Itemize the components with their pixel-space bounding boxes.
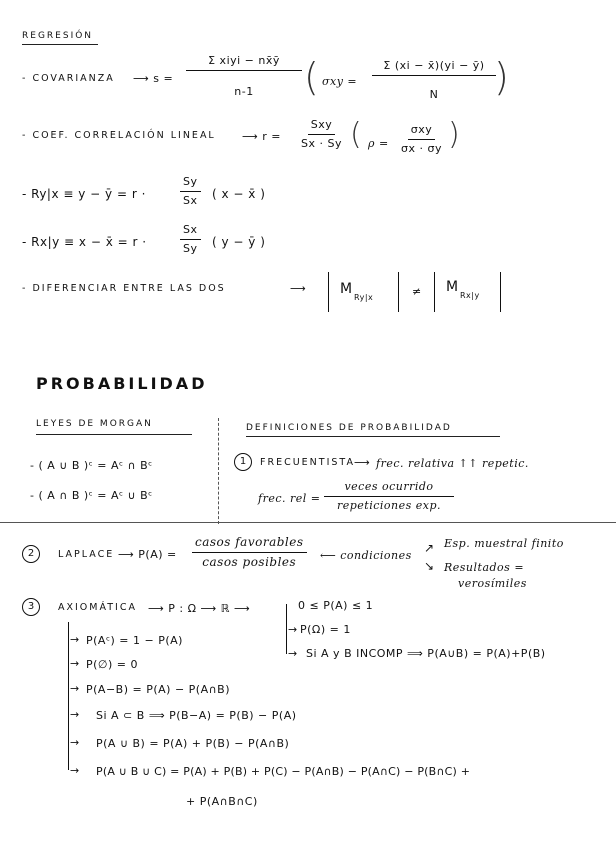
- rho-denominator: σx · σy: [401, 141, 442, 155]
- frec-rel-fraction: [324, 481, 454, 511]
- regresion-title-underline: [22, 44, 98, 45]
- prop-2: P(∅) = 0: [86, 658, 139, 671]
- prop-6: P(A ∪ B ∪ C) = P(A) + P(B) + P(C) − P(A∩B) − P(A∩C) − P(B∩C) +: [96, 765, 471, 778]
- laplace-label: LAPLACE: [58, 549, 115, 560]
- axiom-3-arrow: →: [288, 647, 298, 660]
- prop-2-arrow: →: [70, 657, 80, 670]
- abs-bar-4: [500, 272, 501, 312]
- sigma-xy-numerator: Σ (xi − x̄)(yi − ȳ): [372, 60, 496, 76]
- correlacion-numerator: Sxy: [308, 119, 336, 135]
- definiciones-underline: [246, 436, 500, 437]
- paren-rho-right: ): [448, 117, 460, 152]
- condition-2: Resultados =: [444, 561, 525, 574]
- rxy-tail: ( y − ȳ ): [212, 235, 266, 249]
- frec-rel-numerator: veces ocurrido: [324, 481, 454, 497]
- definiciones-title: DEFINICIONES DE PROBABILIDAD: [246, 423, 452, 433]
- m-ryx-subscript: Ry|x: [354, 293, 374, 302]
- frecuentista-text: frec. relativa ↑↑ repetic.: [376, 457, 529, 470]
- regresion-title: REGRESIÓN: [22, 31, 94, 41]
- axiom-2: P(Ω) = 1: [300, 623, 351, 636]
- correlacion-arrow: ⟶ r =: [242, 130, 282, 143]
- diferenciar-arrow: ⟶: [290, 282, 307, 295]
- m-rxy-subscript: Rx|y: [460, 291, 480, 300]
- prop-3-arrow: →: [70, 682, 80, 695]
- prop-4: Si A ⊂ B ⟹ P(B−A) = P(B) − P(A): [96, 709, 297, 722]
- laplace-denominator: casos posibles: [202, 554, 297, 569]
- ryx-fraction: [180, 176, 201, 206]
- laplace-arrow: ⟶ P(A) =: [118, 548, 177, 561]
- frecuentista-arrow: ⟶: [354, 456, 371, 469]
- definition-2-number: 2: [22, 545, 40, 563]
- condiciones-branch-down: ↘: [424, 559, 435, 573]
- correlacion-fraction: [298, 119, 345, 149]
- definition-1-number: 1: [234, 453, 252, 471]
- rxy-numerator: Sx: [180, 224, 201, 240]
- morgan-law-2: - ( A ∩ B )ᶜ = Aᶜ ∪ Bᶜ: [30, 489, 153, 502]
- sigma-xy-fraction: [372, 60, 496, 100]
- abs-bar-3: [434, 272, 435, 312]
- prop-6-arrow: →: [70, 764, 80, 777]
- ryx-denominator: Sx: [183, 193, 198, 207]
- m-ryx: M: [340, 281, 353, 297]
- sigma-xy-label: σxy =: [322, 75, 358, 88]
- definition-3-number: 3: [22, 598, 40, 616]
- covarianza-denominator: n-1: [234, 84, 254, 98]
- rho-numerator: σxy: [408, 124, 436, 140]
- axiomatica-arrow: ⟶ P : Ω ⟶ ℝ ⟶: [148, 602, 251, 615]
- abs-bar-2: [398, 272, 399, 312]
- axiomatica-label: AXIOMÁTICA: [58, 602, 137, 613]
- condition-3: verosímiles: [458, 577, 527, 590]
- rho-fraction: [398, 124, 445, 154]
- condiciones-label: ⟵ condiciones: [320, 549, 412, 562]
- prop-6-continued: + P(A∩B∩C): [186, 795, 258, 808]
- prop-1: P(Aᶜ) = 1 − P(A): [86, 634, 183, 647]
- covarianza-arrow: ⟶ s =: [133, 72, 174, 85]
- leyes-morgan-title: LEYES DE MORGAN: [36, 419, 153, 429]
- abs-bar-1: [328, 272, 329, 312]
- column-divider: [218, 418, 219, 524]
- frecuentista-label: FRECUENTISTA: [260, 457, 355, 468]
- page-divider: [0, 522, 616, 523]
- covarianza-fraction: [186, 55, 302, 97]
- ryx-formula: - Ry|x ≡ y − ȳ = r ·: [22, 187, 146, 201]
- rxy-fraction: [180, 224, 201, 254]
- paren-right: ): [494, 55, 509, 99]
- ryx-numerator: Sy: [180, 176, 201, 192]
- rho-label: ρ =: [368, 137, 389, 150]
- sigma-xy-denominator: N: [429, 87, 439, 101]
- probabilidad-title: PROBABILIDAD: [36, 374, 208, 393]
- correlacion-denominator: Sx · Sy: [301, 136, 342, 150]
- axiom-3: Si A y B INCOMP ⟹ P(A∪B) = P(A)+P(B): [306, 647, 546, 660]
- condiciones-branch-up: ↗: [424, 541, 435, 555]
- frec-rel-label: frec. rel =: [258, 492, 321, 505]
- prop-4-arrow: →: [70, 708, 80, 721]
- prop-5: P(A ∪ B) = P(A) + P(B) − P(A∩B): [96, 737, 290, 750]
- laplace-fraction: [192, 536, 307, 568]
- covarianza-label: - COVARIANZA: [22, 73, 115, 84]
- ryx-tail: ( x − x̄ ): [212, 187, 266, 201]
- props-tree-line: [68, 622, 69, 770]
- diferenciar-label: - DIFERENCIAR ENTRE LAS DOS: [22, 283, 226, 294]
- frec-rel-denominator: repeticiones exp.: [336, 498, 442, 512]
- morgan-law-1: - ( A ∪ B )ᶜ = Aᶜ ∩ Bᶜ: [30, 459, 153, 472]
- axiom-2-arrow: →: [288, 623, 298, 636]
- prop-1-arrow: →: [70, 633, 80, 646]
- leyes-morgan-underline: [36, 434, 192, 435]
- prop-5-arrow: →: [70, 736, 80, 749]
- axiom-tree-line: [286, 604, 287, 654]
- paren-rho-left: (: [350, 117, 362, 152]
- neq-symbol: ≠: [412, 285, 422, 298]
- m-rxy: M: [446, 279, 459, 295]
- axiom-1: 0 ≤ P(A) ≤ 1: [298, 599, 374, 612]
- rxy-denominator: Sy: [183, 241, 198, 255]
- correlacion-label: - COEF. CORRELACIÓN LINEAL: [22, 130, 216, 141]
- condition-1: Esp. muestral finito: [444, 537, 564, 550]
- prop-3: P(A−B) = P(A) − P(A∩B): [86, 683, 231, 696]
- covarianza-numerator: Σ xiyi − nx̄ȳ: [186, 55, 302, 71]
- rxy-formula: - Rx|y ≡ x − x̄ = r ·: [22, 235, 147, 249]
- paren-left: (: [304, 55, 319, 99]
- laplace-numerator: casos favorables: [192, 536, 307, 553]
